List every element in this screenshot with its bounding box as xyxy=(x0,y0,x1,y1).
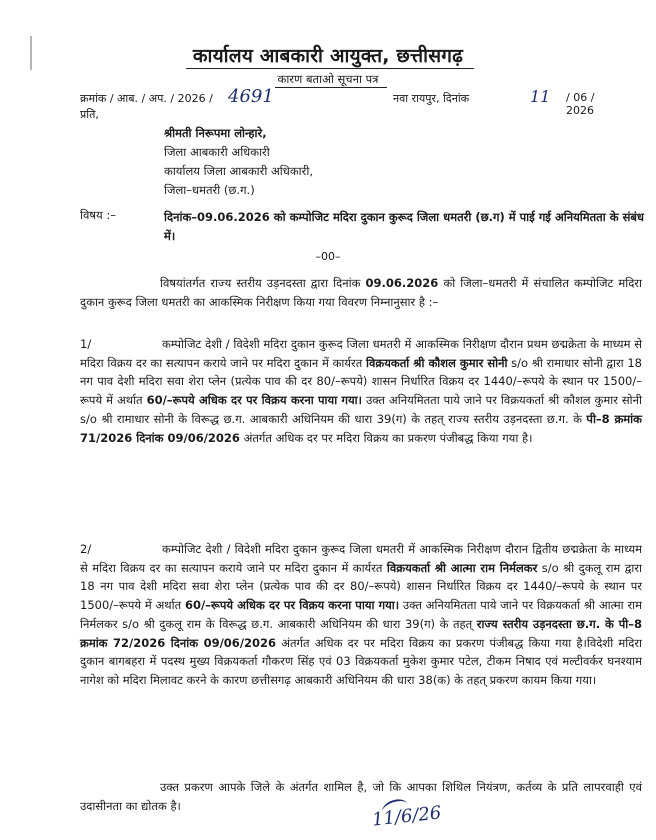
addressee-name: श्रीमती निरूपमा लोन्हारे, xyxy=(164,126,267,140)
section-divider: –00– xyxy=(315,250,341,263)
point-1-case-number: पी–8 क्रमांक 71/2026 दिनांक 09/06/2026 xyxy=(80,411,642,445)
place-date-label: नवा रायपुर, दिनांक xyxy=(393,92,470,105)
inspection-date: 09.06.2026 xyxy=(365,276,439,290)
reference-label: क्रमांक / आब. / अप. / 2026 / xyxy=(80,92,213,105)
point-1-number: 1/ xyxy=(80,337,92,351)
point-2-overcharge: 60/–रूपये अधिक दर पर विक्रय करना पाया गया। xyxy=(184,598,400,613)
notice-type-underline xyxy=(275,87,387,88)
subject-text: दिनांक–09.06.2026 को कम्पोजिट मदिरा दुकान कुरूद जिला धमतरी (छ.ग) में पाई गई अनियमितता के संबंध में। xyxy=(164,210,644,243)
point-1-overcharge: 60/–रूपये अधिक दर पर विक्रय करना पाया गया। xyxy=(146,393,362,408)
subject-label: विषय :– xyxy=(80,208,116,222)
addressee-district: जिला–धमतरी (छ.ग.) xyxy=(164,183,255,197)
point-1-paragraph: 1/ कम्पोजिट देशी / विदेशी मदिरा दुकान कुरूद जिला धमतरी में आकस्मिक निरीक्षण दौरान प्रथम छद्मक्रेता के माध्यम से मदिरा विक्रय दर का सत्यापन कराये जाने पर मदिरा दुकान में कार्यरत विक्रयकर्ता श्री कौशल कुमार सोनी s/o श्री रामाधार सोनी द्वारा 18 नग पाव देशी मदिरा सवा शेरा प्लेन (प्रत्येक पाव की दर 80/–रूपये) शासन निर्धारित विक्रय दर 1440/–रूपये के स्थान पर 1500/–रूपये में अर्थात 60/–रूपये अधिक दर पर विक्रय करना पाया गया। उक्त अनियमितता पाये जाने पर विक्रयकर्ता श्री कौशल कुमार सोनी s/o श्री रामाधार सोनी के विरूद्ध छ.ग. आबकारी अधिनियम की धारा 39(ग) के तहत् राज्य स्तरीय उड़नदस्ता छ.ग. के पी–8 क्रमांक 71/2026 दिनांक 09/06/2026 अंतर्गत अधिक दर पर मदिरा विक्रय का प्रकरण पंजीबद्ध किया गया है। xyxy=(80,337,642,445)
prati-label: प्रति, xyxy=(80,108,99,121)
addressee-office: कार्यालय जिला आबकारी अधिकारी, xyxy=(164,164,313,178)
title-underline xyxy=(186,68,474,69)
reference-number-handwritten: 4691 xyxy=(228,86,274,107)
signature-date-handwritten: 11/6/26 xyxy=(371,802,443,831)
intro-paragraph: विषयांतर्गत राज्य स्तरीय उड़नदस्ता द्वारा दिनांक 09.06.2026 को जिला–धमतरी में संचालित कम्पोजिट मदिरा दुकान कुरूद जिला धमतरी का आकस्मिक निरीक्षण किया गया विवरण निम्नानुसार है :– xyxy=(80,276,642,309)
point-2-paragraph: 2/ कम्पोजिट देशी / विदेशी मदिरा दुकान कुरूद जिला धमतरी में आकस्मिक निरीक्षण दौरान द्वितीय छद्मक्रेता के माध्यम से मदिरा विक्रय दर का सत्यापन कराये जाने पर मदिरा दुकान में कार्यरत विक्रयकर्ता श्री आत्मा राम निर्मलकर s/o श्री दुकलू राम द्वारा 18 नग पाव देशी मदिरा सवा शेरा प्लेन (प्रत्येक पाव की दर 80/–रूपये) शासन निर्धारित विक्रय दर 1440/–रूपये के स्थान पर 1500/–रूपये में अर्थात 60/–रूपये अधिक दर पर विक्रय करना पाया गया। उक्त अनियमितता पाये जाने पर विक्रयकर्ता श्री आत्मा राम निर्मलकर s/o श्री दुकलू राम के विरूद्ध छ.ग. आबकारी अधिनियम की धारा 39(ग) के तहत् राज्य स्तरीय उड़नदस्ता छ.ग. के पी–8 क्रमांक 72/2026 दिनांक 09/06/2026 अंतर्गत अधिक दर पर मदिरा विक्रय का प्रकरण पंजीबद्ध किया गया है।विदेशी मदिरा दुकान बागबहरा में पदस्थ मुख्य विक्रयकर्ता गौकरण सिंह एवं 03 विक्रयकर्ता मुकेश कुमार पटेल, टीकम निषाद एवं मल्टीवर्कर घनश्याम नागेश को मदिरा मिलावट करने के कारण छत्तीसगढ़ आबकारी अधिनियम की धारा 38(क) के तहत् प्रकरण कायम किया गया। xyxy=(80,542,643,687)
point-2-case-number: राज्य स्तरीय उड़नदस्ता छ.ग. के पी–8 क्रमांक 72/2026 दिनांक 09/06/2026 xyxy=(80,616,642,650)
date-month-year: / 06 / 2026 xyxy=(566,91,595,117)
point-2-number: 2/ xyxy=(80,542,92,556)
office-title: कार्यालय आबकारी आयुक्त, छत्तीसगढ़ xyxy=(192,45,464,67)
date-day-handwritten: 11 xyxy=(530,87,551,106)
addressee-designation: जिला आबकारी अधिकारी xyxy=(164,145,270,159)
closing-paragraph: उक्त प्रकरण आपके जिले के अंतर्गत शामिल है, जो कि आपका शिथिल नियंत्रण, कर्तव्य के प्रति लापरवाही एवं उदासीनता का द्योतक है। xyxy=(80,780,642,813)
notice-type: कारण बताओ सूचना पत्र xyxy=(277,72,379,86)
point-1-seller: विक्रयकर्ता श्री कौशल कुमार सोनी xyxy=(366,355,508,370)
point-2-seller: विक्रयकर्ता श्री आत्मा राम निर्मलकर xyxy=(386,560,538,575)
